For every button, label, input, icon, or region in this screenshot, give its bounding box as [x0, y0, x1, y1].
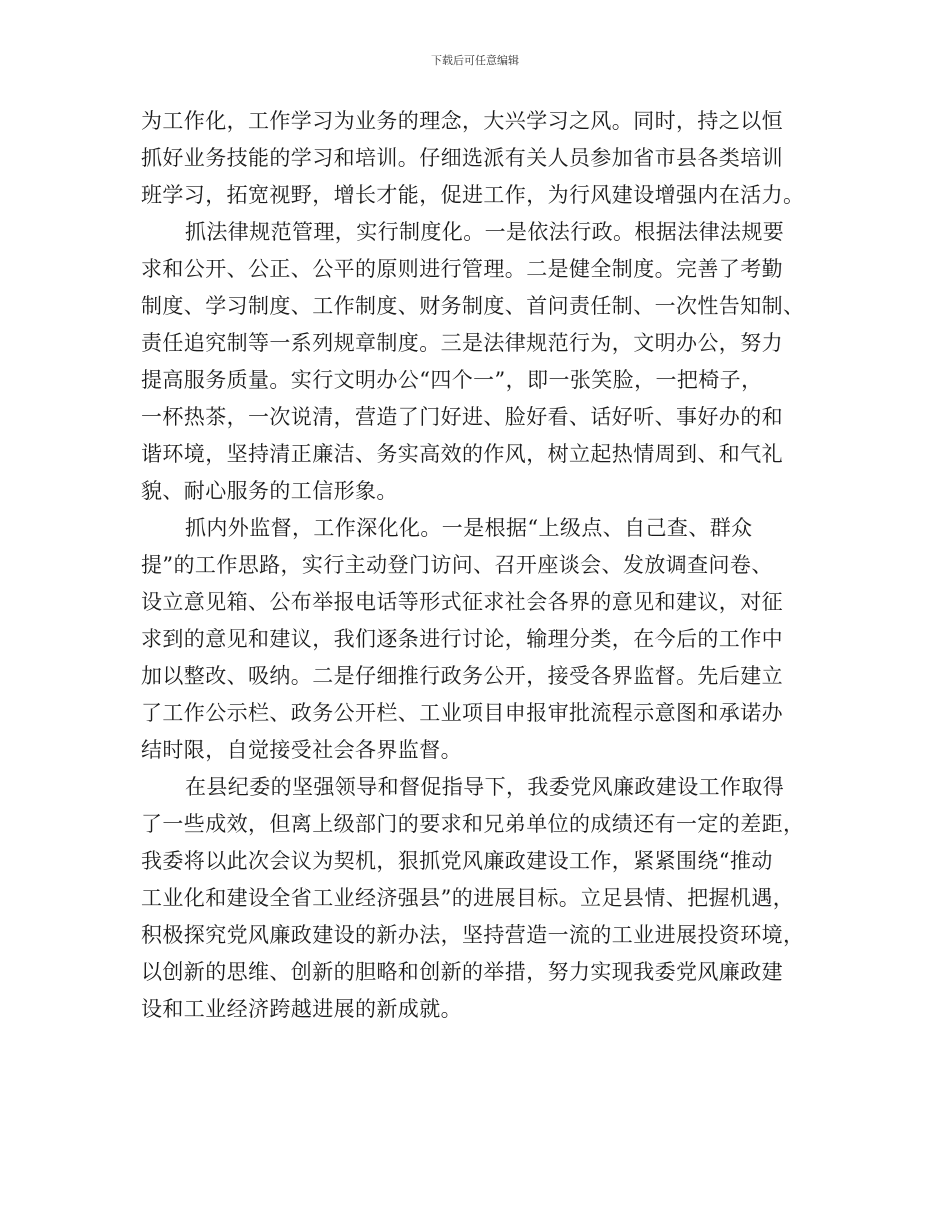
text-line: 貌、耐心服务的工信形象。 — [141, 479, 398, 503]
text-line: 加以整改、吸纳。二是仔细推行政务公开，接受各界监督。先后建立 — [141, 664, 783, 688]
text-line: 工业化和建设全省工业经济强县”的进展目标。立足县情、把握机遇， — [141, 886, 795, 910]
text-line: 求到的意见和建议，我们逐条进行讨论，输理分类，在今后的工作中 — [141, 627, 783, 651]
text-line: 责任追究制等一系列规章制度。三是法律规范行为，文明办公，努力 — [141, 331, 783, 355]
paragraph — [141, 769, 809, 1028]
page-header-note: 下载后可任意编辑 — [431, 54, 519, 67]
text-line: 谐环境，坚持清正廉洁、务实高效的作风，树立起热情周到、和气礼 — [141, 442, 783, 466]
text-line: 在县纪委的坚强领导和督促指导下，我委党风廉政建设工作取得 — [185, 775, 785, 799]
text-line: 了工作公示栏、政务公开栏、工业项目申报审批流程示意图和承诺办 — [141, 701, 783, 725]
text-line: 抓好业务技能的学习和培训。仔细选派有关人员参加省市县各类培训 — [141, 146, 783, 170]
text-line: 提”的工作思路，实行主动登门访问、召开座谈会、发放调查问卷、 — [141, 553, 773, 577]
text-line: 提高服务质量。实行文明办公“四个一”，即一张笑脸，一把椅子， — [141, 368, 763, 392]
paragraph — [141, 510, 809, 769]
text-line: 抓法律规范管理，实行制度化。一是依法行政。根据法律法规要 — [185, 220, 785, 244]
paragraph — [141, 214, 809, 510]
text-line: 抓内外监督，工作深化化。一是根据“上级点、自己查、群众 — [185, 516, 753, 540]
text-line: 我委将以此次会议为契机，狠抓党风廉政建设工作，紧紧围绕“推动 — [141, 849, 773, 873]
document-body — [141, 103, 809, 1028]
paragraph — [141, 103, 809, 214]
text-line: 班学习，拓宽视野，增长才能，促进工作，为行风建设增强内在活力。 — [141, 183, 805, 207]
text-line: 设立意见箱、公布举报电话等形式征求社会各界的意见和建议，对征 — [141, 590, 783, 614]
text-line: 以创新的思维、创新的胆略和创新的举措，努力实现我委党风廉政建 — [141, 960, 783, 984]
text-line: 求和公开、公正、公平的原则进行管理。二是健全制度。完善了考勤 — [141, 257, 783, 281]
text-line: 一杯热茶，一次说清，营造了门好进、脸好看、话好听、事好办的和 — [141, 405, 783, 429]
text-line: 设和工业经济跨越进展的新成就。 — [141, 997, 462, 1021]
text-line: 制度、学习制度、工作制度、财务制度、首问责任制、一次性告知制、 — [141, 294, 805, 318]
text-line: 结时限，自觉接受社会各界监督。 — [141, 738, 462, 762]
text-line: 积极探究党风廉政建设的新办法，坚持营造一流的工业进展投资环境， — [141, 923, 805, 947]
text-line: 了一些成效，但离上级部门的要求和兄弟单位的成绩还有一定的差距， — [141, 812, 805, 836]
text-line: 为工作化，工作学习为业务的理念，大兴学习之风。同时，持之以恒 — [141, 109, 783, 133]
